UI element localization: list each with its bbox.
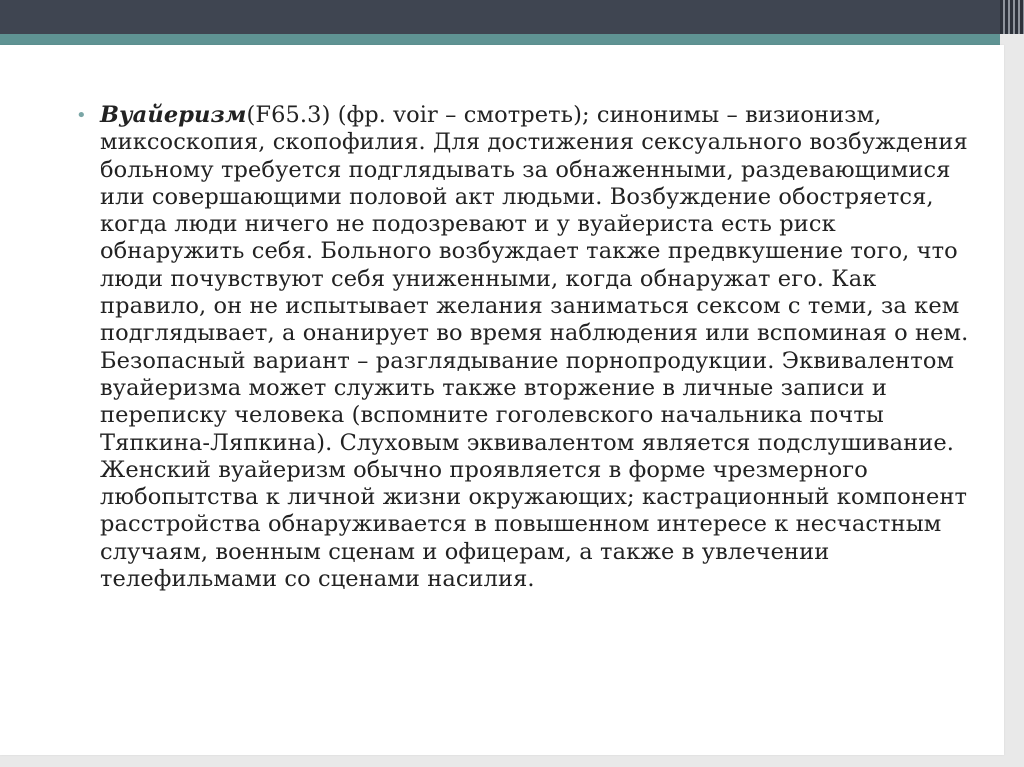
slide-canvas-tab: [0, 45, 606, 67]
term-heading: Вуайеризм: [100, 102, 247, 128]
slide-content: [76, 102, 976, 593]
bullet-paragraph: [76, 102, 976, 593]
decorative-stripes: [1000, 0, 1024, 34]
accent-band: [0, 34, 1000, 45]
paragraph-body: (F65.3) (фр. voir – смотреть); синонимы – визионизм, миксоскопия, скопофилия. Для достижения сексуального возбуждения больному требуется подглядывать за обнаженными, раздевающимися или совершающими половой акт людьми. Возбуждение обостряется, когда люди ничего не подозревают и у вуайериста есть риск обнаружить себя. Больного возбуждает также предвкушение того, что люди почувствуют себя униженными, когда обнаружат его. Как правило, он не испытывает желания заниматься сексом с теми, за кем подглядывает, а онанирует во время наблюдения или вспоминая о нем. Безопасный вариант – разглядывание порнопродукции. Эквивалентом вуайеризма может служить также вторжение в личные записи и переписку человека (вспомните гоголевского начальника почты Тяпкина-Ляпкина). Слуховым эквивалентом является подслушивание. Женский вуайеризм обычно проявляется в форме чрезмерного любопытства к личной жизни окружающих; кастрационный компонент расстройства обнаруживается в повышенном интересе к несчастным случаям, военным сценам и офицерам, а также в увлечении телефильмами со сценами насилия.: [100, 102, 969, 593]
top-header-bar: [0, 0, 1024, 34]
bullet-icon: •: [76, 105, 87, 126]
